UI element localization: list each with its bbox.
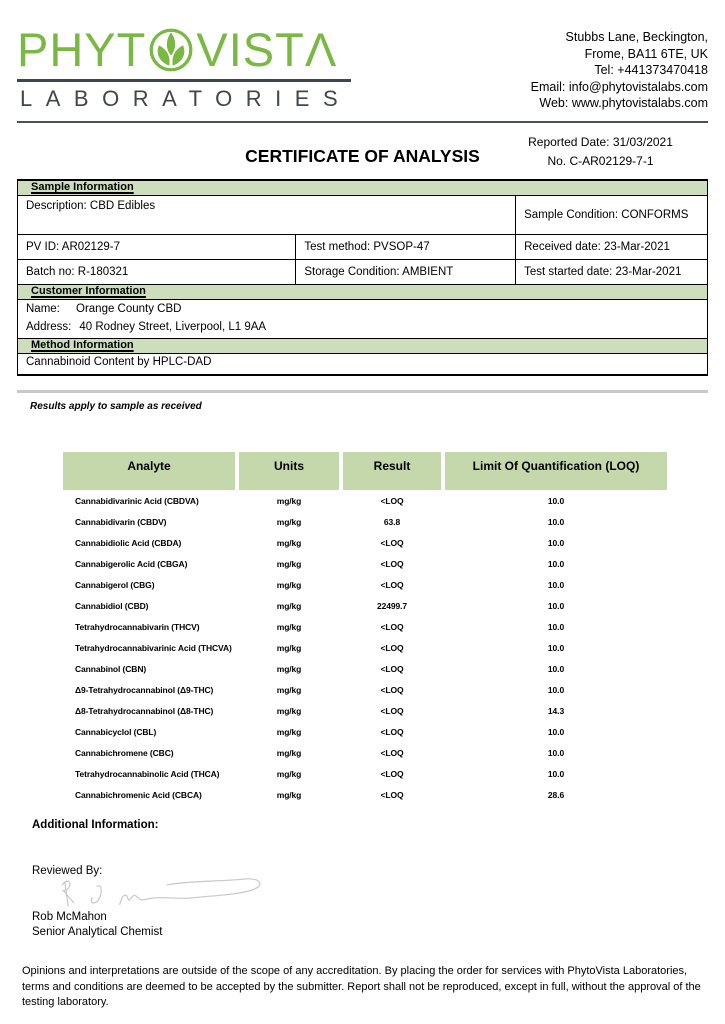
contact-line: Frome, BA11 6TE, UK <box>584 46 708 61</box>
analyte-cell: Tetrahydrocannabivarinic Acid (THCVA) <box>75 642 232 653</box>
info-block <box>17 179 708 376</box>
units-cell: mg/kg <box>276 516 302 527</box>
header-divider <box>17 121 708 123</box>
loq-cell: 10.0 <box>547 495 565 506</box>
units-cell: mg/kg <box>276 768 302 779</box>
leaf-icon <box>146 27 196 73</box>
units-cell: mg/kg <box>276 558 302 569</box>
result-cell: <LOQ <box>380 642 404 653</box>
loq-cell: 10.0 <box>547 516 565 527</box>
analyte-cell: Cannabidiolic Acid (CBDA) <box>75 537 182 548</box>
analyte-cell: Δ9-Tetrahydrocannabinol (Δ9-THC) <box>75 684 214 695</box>
units-cell: mg/kg <box>276 495 302 506</box>
table-row <box>63 574 667 595</box>
reviewer-title: Senior Analytical Chemist <box>32 926 163 938</box>
phytovista-logo <box>17 23 352 112</box>
address-value: 40 Rodney Street, Liverpool, L1 9AA <box>79 321 267 333</box>
loq-cell: 10.0 <box>547 768 565 779</box>
analyte-cell: Cannabicyclol (CBL) <box>75 726 157 737</box>
analyte-column-header: Analyte <box>63 452 235 490</box>
loq-cell: 10.0 <box>547 642 565 653</box>
contact-line: Stubbs Lane, Beckington, <box>565 30 708 44</box>
result-cell: <LOQ <box>380 789 404 800</box>
test-method-cell: Test method: PVSOP-47 <box>296 235 516 259</box>
result-column-header: Result <box>343 452 441 490</box>
name-value: Orange County CBD <box>76 303 182 315</box>
table-row <box>63 532 667 553</box>
sample-description-row <box>18 196 707 235</box>
received-date-cell: Received date: 23-Mar-2021 <box>524 241 670 253</box>
table-row <box>63 553 667 574</box>
units-cell: mg/kg <box>276 705 302 716</box>
units-cell: mg/kg <box>276 663 302 674</box>
customer-details-cell <box>18 300 707 339</box>
loq-cell: 10.0 <box>547 558 565 569</box>
batch-no-cell: Batch no: R-180321 <box>18 260 296 284</box>
method-cell: Cannabinoid Content by HPLC-DAD <box>26 356 212 368</box>
results-note: Results apply to sample as received <box>30 401 202 412</box>
units-cell: mg/kg <box>276 621 302 632</box>
table-row <box>63 763 667 784</box>
loq-cell: 14.3 <box>547 705 565 716</box>
loq-cell: 10.0 <box>547 663 565 674</box>
logo-subtitle: LABORATORIES <box>20 86 352 111</box>
loq-cell: 10.0 <box>547 621 565 632</box>
table-row <box>63 637 667 658</box>
table-row <box>63 742 667 763</box>
units-cell: mg/kg <box>276 747 302 758</box>
contact-line: Email: info@phytovistalabs.com <box>530 79 708 94</box>
analyte-cell: Cannabigerolic Acid (CBGA) <box>75 558 188 569</box>
method-information-header: Method Information <box>18 339 707 354</box>
result-cell: <LOQ <box>380 495 404 506</box>
logo-text-part1: PHYT <box>17 23 147 76</box>
result-cell: <LOQ <box>380 726 404 737</box>
loq-cell: 10.0 <box>547 726 565 737</box>
contact-line: Web: www.phytovistalabs.com <box>539 96 708 110</box>
result-cell: 63.8 <box>383 516 401 527</box>
units-cell: mg/kg <box>276 537 302 548</box>
units-cell: mg/kg <box>276 600 302 611</box>
result-cell: <LOQ <box>380 537 404 548</box>
address-label: Address: <box>26 321 72 333</box>
analyte-cell: Tetrahydrocannabivarin (THCV) <box>75 621 200 632</box>
units-column-header: Units <box>239 452 339 490</box>
customer-address-line <box>26 321 699 333</box>
footer-disclaimer: Opinions and interpretations are outside of the scope of any accreditation. By placing the order for services with PhytoVista Laboratories, terms and conditions are deemed to be accepted by the submitter. Report shall not be reproduced, except in full, without the approval of the testing laboratory. <box>22 965 701 1008</box>
analyte-cell: Cannabinol (CBN) <box>75 663 147 674</box>
loq-cell: 10.0 <box>547 537 565 548</box>
page-title: CERTIFICATE OF ANALYSIS <box>245 146 480 166</box>
loq-cell: 10.0 <box>547 579 565 590</box>
analyte-cell: Cannabidivarin (CBDV) <box>75 516 167 527</box>
customer-name-line <box>26 303 699 315</box>
table-row <box>63 658 667 679</box>
units-cell: mg/kg <box>276 726 302 737</box>
reported-date: Reported Date: 31/03/2021 <box>528 135 673 149</box>
table-row <box>63 784 667 805</box>
analyte-cell: Cannabidiol (CBD) <box>75 600 149 611</box>
result-cell: <LOQ <box>380 705 404 716</box>
table-row <box>63 616 667 637</box>
table-row <box>63 490 667 511</box>
pv-id-cell: PV ID: AR02129-7 <box>18 235 296 259</box>
loq-cell: 10.0 <box>547 747 565 758</box>
section-divider <box>17 390 708 393</box>
batch-row <box>18 260 707 285</box>
letterhead <box>17 23 708 112</box>
table-row <box>63 679 667 700</box>
analyte-cell: Cannabichromenic Acid (CBCA) <box>75 789 202 800</box>
result-cell: <LOQ <box>380 579 404 590</box>
description-cell: Description: CBD Edibles <box>18 196 516 234</box>
contact-line: Tel: +441373470418 <box>594 63 708 77</box>
result-cell: <LOQ <box>380 768 404 779</box>
analyte-cell: Δ8-Tetrahydrocannabinol (Δ8-THC) <box>75 705 214 716</box>
loq-cell: 10.0 <box>547 600 565 611</box>
customer-information-header: Customer Information <box>18 285 707 300</box>
result-cell: <LOQ <box>380 663 404 674</box>
sample-information-header: Sample Information <box>18 181 707 196</box>
test-started-date-cell: Test started date: 23-Mar-2021 <box>524 266 682 278</box>
signature-icon <box>27 875 708 911</box>
results-table-body <box>63 490 667 805</box>
table-row <box>63 511 667 532</box>
certificate-number: No. C-AR02129-7-1 <box>547 154 654 168</box>
table-row <box>63 700 667 721</box>
storage-condition-cell: Storage Condition: AMBIENT <box>296 260 516 284</box>
reviewer-name: Rob McMahon <box>32 911 107 923</box>
logo-text-part2: VIST <box>196 23 305 76</box>
logo-text-part3: Λ <box>304 23 338 76</box>
results-table <box>63 452 667 805</box>
result-cell: <LOQ <box>380 558 404 569</box>
sample-id-row <box>18 235 707 260</box>
result-cell: 22499.7 <box>376 600 408 611</box>
analyte-cell: Cannabidivarinic Acid (CBDVA) <box>75 495 199 506</box>
results-table-header <box>63 452 667 490</box>
units-cell: mg/kg <box>276 642 302 653</box>
loq-column-header: Limit Of Quantification (LOQ) <box>445 452 667 490</box>
units-cell: mg/kg <box>276 579 302 590</box>
lab-contact-block <box>531 26 708 112</box>
result-cell: <LOQ <box>380 621 404 632</box>
logo-divider <box>17 79 351 82</box>
logo-wordmark <box>17 23 351 76</box>
loq-cell: 28.6 <box>547 789 565 800</box>
name-label: Name: <box>26 303 60 315</box>
result-cell: <LOQ <box>380 684 404 695</box>
title-row <box>17 133 708 179</box>
table-row <box>63 721 667 742</box>
units-cell: mg/kg <box>276 684 302 695</box>
analyte-cell: Cannabigerol (CBG) <box>75 579 155 590</box>
reviewed-by-label: Reviewed By: <box>32 865 103 877</box>
result-cell: <LOQ <box>380 747 404 758</box>
analyte-cell: Cannabichromene (CBC) <box>75 747 174 758</box>
sample-condition-cell: Sample Condition: CONFORMS <box>524 209 689 221</box>
units-cell: mg/kg <box>276 789 302 800</box>
analyte-cell: Tetrahydrocannabinolic Acid (THCA) <box>75 768 220 779</box>
report-meta <box>493 135 708 168</box>
table-row <box>63 595 667 616</box>
loq-cell: 10.0 <box>547 684 565 695</box>
additional-information-label: Additional Information: <box>32 819 159 831</box>
